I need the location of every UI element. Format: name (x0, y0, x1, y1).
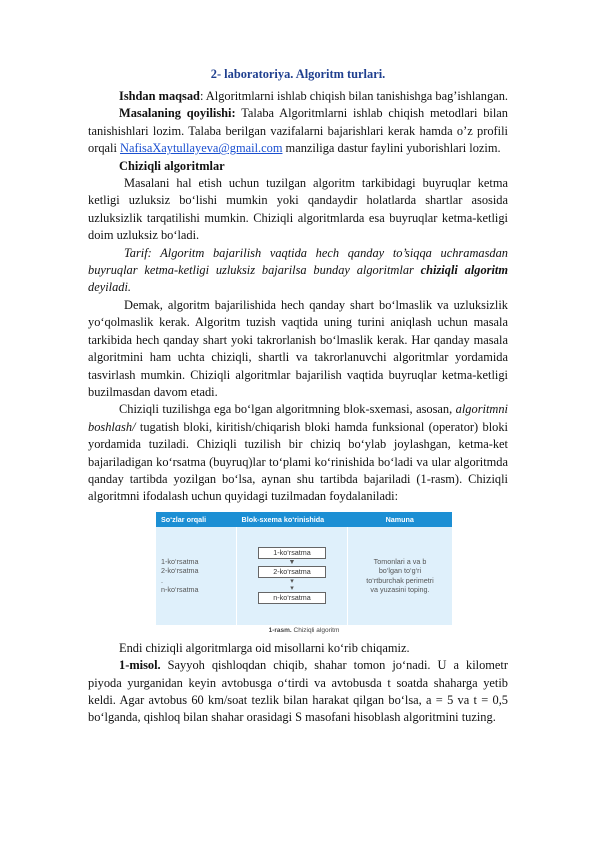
page-title: 2- laboratoriya. Algoritm turlari. (210, 67, 386, 81)
words-step-1: 1-ko‘rsatma (161, 556, 199, 566)
example-line-4: va yuzasini toping. (370, 585, 430, 595)
example-1-text: Sayyoh qishloqdan chiqib, shahar tomon jo‘nadi. U a kilometr piyoda yurganidan keyin avtobusga o‘tirdi va avtobusda t soatda shaharga yetib keldi. Agar avtobus 60 km/soat tezlik bilan harakat qilgan bo‘lsa, a = 5 va t = 0,5 bo‘lganda, qishloq bilan shahar orasidagi S masofani hisoblash algoritmini tuzing. (88, 658, 508, 725)
example-line-3: to‘rtburchak perimetri (366, 575, 434, 585)
figure-header-example: Namuna (348, 512, 453, 527)
section-title: Chiziqli algoritmlar (119, 158, 225, 173)
arrow-down-icon: ▼ (288, 559, 296, 567)
email-link[interactable]: NafisaXaytullayeva@gmail.com (120, 141, 283, 156)
figure-blocks-cell (237, 527, 348, 625)
example-line-1: Tomonlari a va b (373, 556, 427, 566)
figure-header-blocks: Blok-sxema ko‘rinishida (237, 512, 348, 527)
figure-linear-algorithm (156, 512, 452, 634)
goal-sep: : (199, 89, 204, 103)
task-text-end: manziliga dastur faylini yuborishlari lozim. (282, 141, 501, 156)
task-paragraph (88, 105, 508, 157)
arrow-down-icon: ▾ ▾ (290, 578, 294, 593)
figure-header-words: So‘zlar orqali (156, 512, 237, 527)
explanation-paragraph: Demak, algoritm bajarilishida hech qanday shart bo‘lmaslik va uzluksizlik yo‘qolmaslik kerak. Algoritm tuzish vaqtida uning turini aniqlash uchun masala tarkibida hech qanday shart yoki takrorlanish bo‘lmaslik kerak. Har qanday masala algoritmini ham uchta chiziqli, shartli va takrorlanuvchi algoritmlar yordamida tasvirlash mumkin. Chiziqli algoritmlar bajarilish vaqtida buyruqlar ketma-ketligi buzilmasdan davom etadi. (88, 297, 508, 399)
examples-intro: Endi chiziqli algoritmlarga oid misollarni ko‘rib chiqamiz. (119, 640, 410, 655)
structure-italic: algoritmni boshlash/ (88, 402, 508, 434)
words-step-n: n-ko‘rsatma (161, 585, 199, 595)
figure-table (156, 512, 452, 625)
figure-example-cell (348, 527, 453, 625)
figure-caption: 1-rasm. Chiziqli algoritm (268, 626, 340, 634)
words-ellipsis: . (161, 575, 163, 585)
definition-term: chiziqli algoritm (420, 263, 509, 278)
task-text: Talaba Algoritmlarni ishlab chiqish metodlari bilan tanishishlari lozim. Talaba berilgan vazifalarni bajarishlari kerak hamda o’z profili orqali (88, 106, 508, 156)
definition-paragraph (88, 245, 508, 297)
goal-label: Ishdan maqsad (119, 89, 200, 103)
goal-text: Algoritmlarni ishlab chiqish bilan tanishishga bag’ishlangan. (203, 89, 508, 103)
document-page (88, 66, 508, 727)
intro-paragraph: Masalani hal etish uchun tuzilgan algoritm tarkibidagi buyruqlar ketma ketligi uzluksiz bo‘lishi mumkin yoki qandaydir holatlarda shartlar asosida uzluksizlik tarqatilishi mumkin. Chiziqli algoritmlarda esa buyruqlar ketma-ketligi doim uzluksiz bo‘ladi. (88, 176, 508, 243)
definition-end: deyiladi. (88, 280, 132, 295)
task-label: Masalaning qoyilishi: (119, 106, 236, 121)
example-line-2: bo‘lgan to‘g‘ri (378, 566, 422, 576)
example-1-paragraph (88, 657, 508, 727)
block-step-2: 2-ko‘rsatma (258, 566, 326, 578)
block-step-1: 1-ko‘rsatma (258, 547, 326, 559)
figure-words-cell (156, 527, 237, 625)
example-1-label: 1-misol. (119, 658, 161, 673)
definition-text: Tarif: Algoritm bajarilish vaqtida hech qanday to’siqqa uchramasdan buyruqlar ketma-ketligi uzluksiz bajarilsa bunday algoritmlar (88, 245, 508, 278)
words-step-2: 2-ko‘rsatma (161, 566, 199, 576)
block-step-n: n-ko‘rsatma (258, 592, 326, 604)
goal-paragraph (88, 88, 508, 105)
structure-paragraph: Chiziqli tuzilishga ega bo‘lgan algoritmning blok-sxemasi, asosan, algoritmni boshlash/ tugatish bloki, kiritish/chiqarish bloki hamda funksional (operator) bloki yordamida tuziladi. Chiziqli tuzilish bir chiziq bo‘ylab joylashgan, ketma-ket bajariladigan ko‘rsatma (buyruq)lar to‘plami ko‘rinishida bo‘ladi va ular algoritmda qanday tartibda yozilgan bo‘lsa, aynan shu tartibda bajariladi (1-rasm). Chiziqli algoritmni ifodalash uchun quyidagi tuzilmadan foydalaniladi: (88, 402, 508, 504)
